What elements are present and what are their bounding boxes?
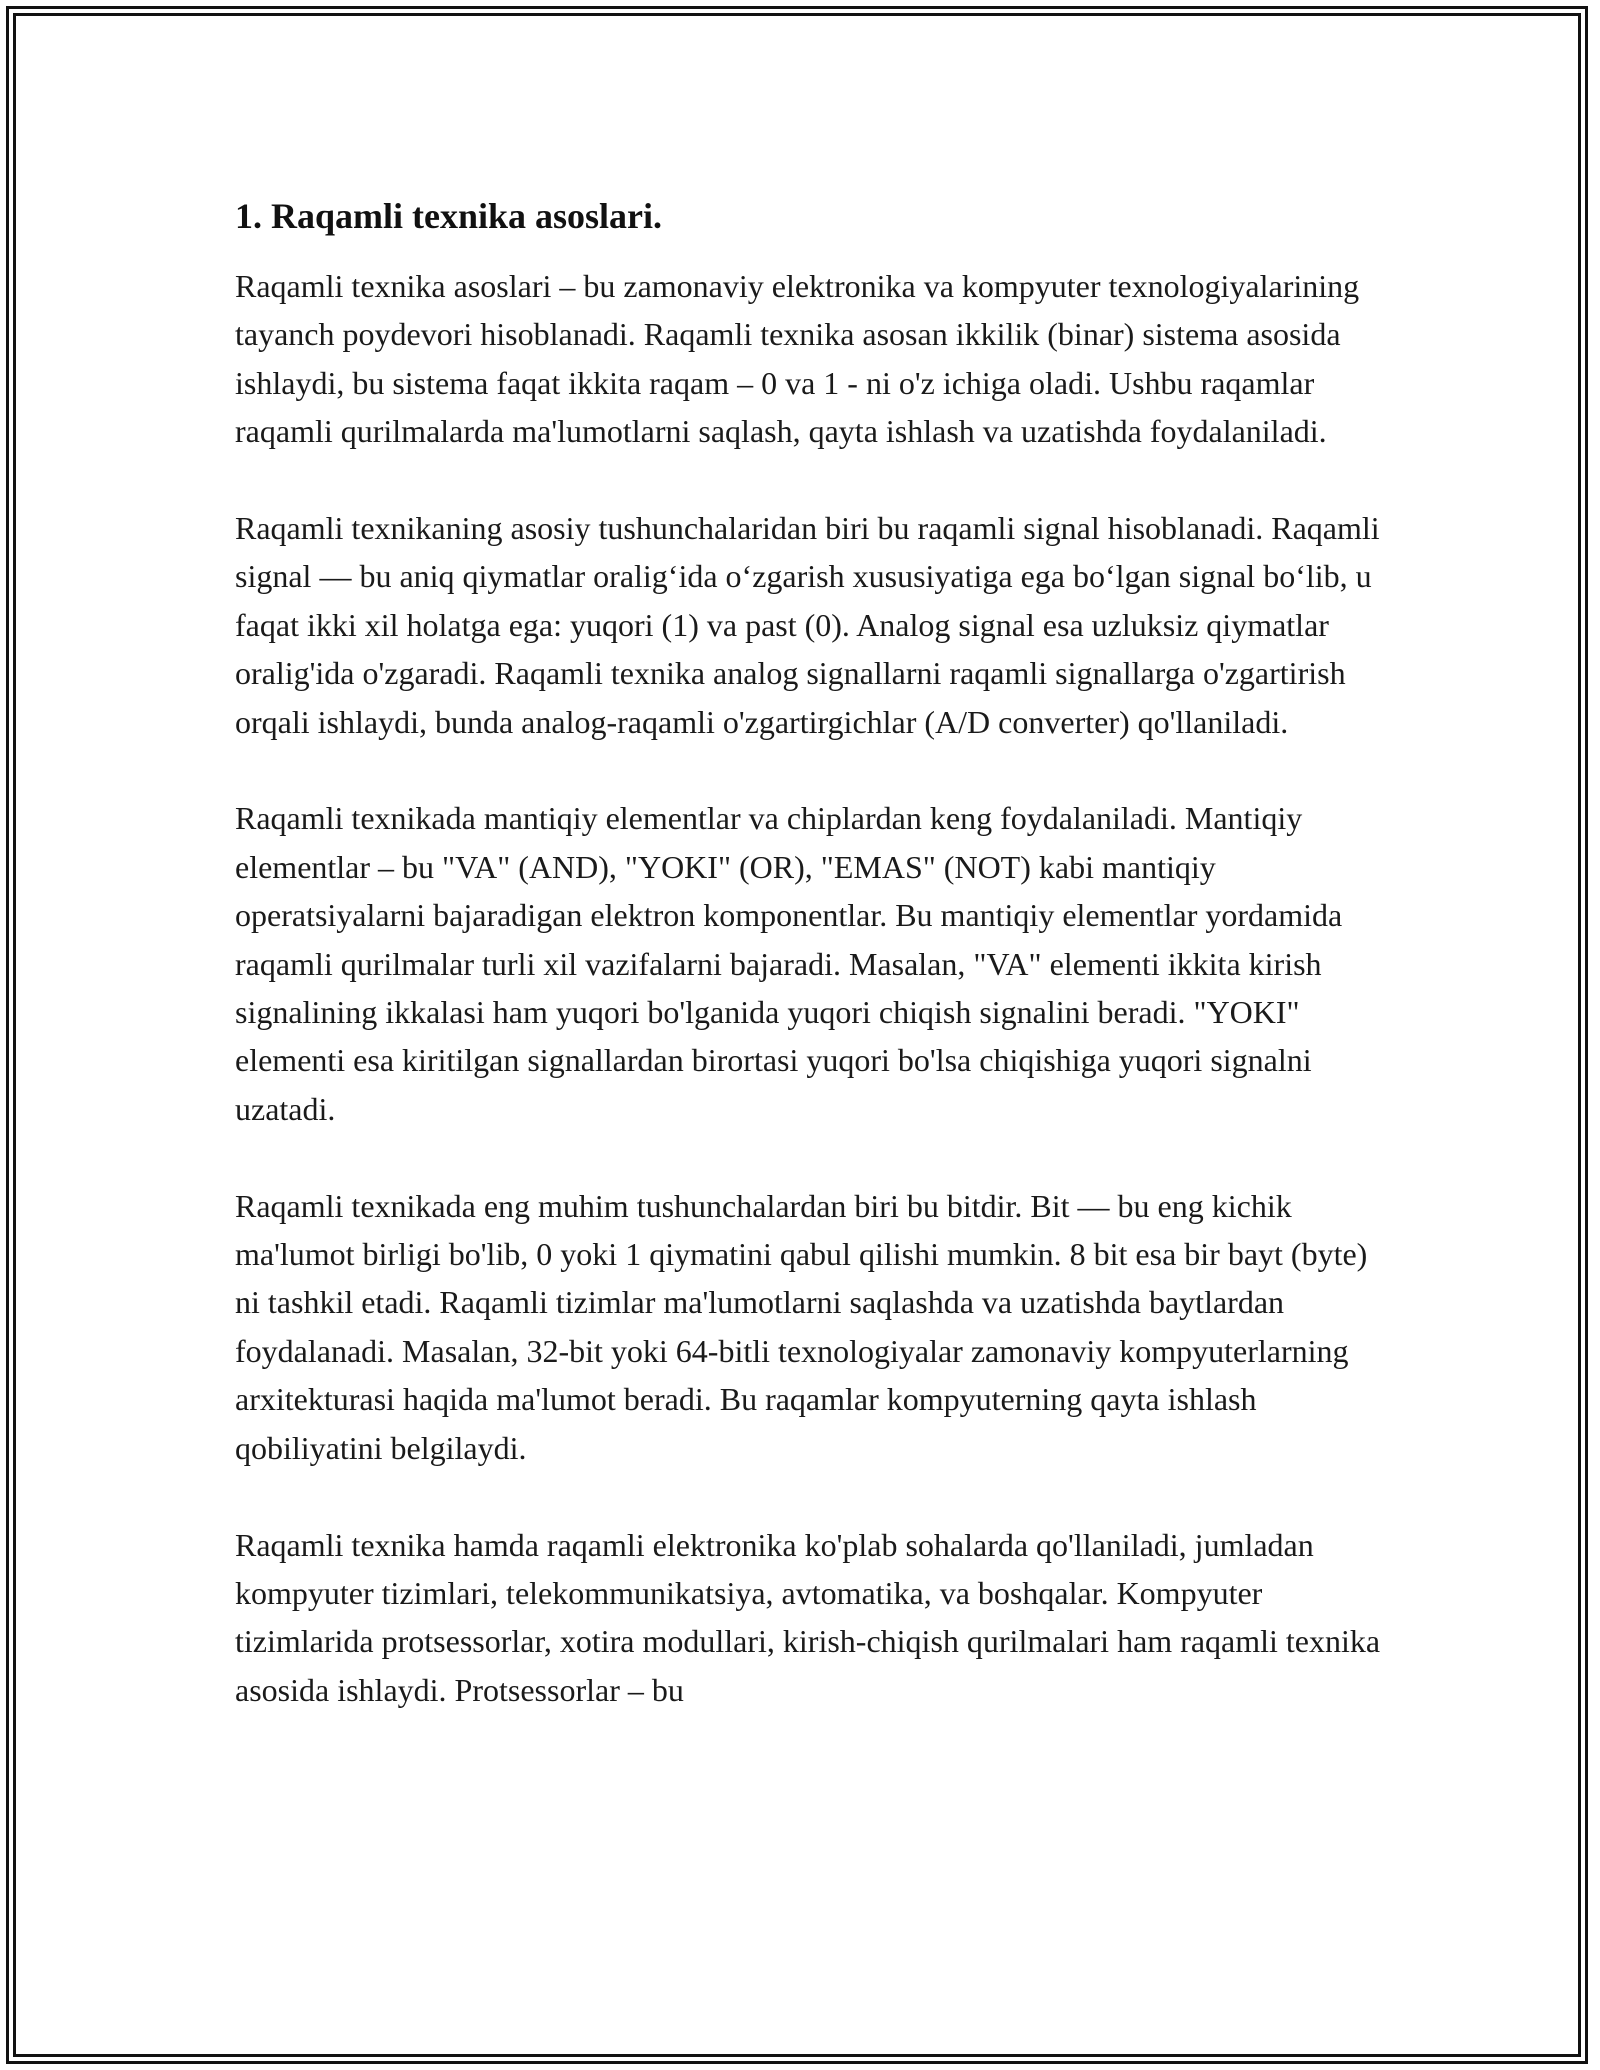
section-heading: 1. Raqamli texnika asoslari. [235, 196, 663, 236]
paragraph-5: Raqamli texnika hamda raqamli elektronika ko'plab sohalarda qo'llaniladi, jumladan kompyuter tizimlari, telekommunikatsiya, avtomatika, va boshqalar. Kompyuter tizimlarida protsessorlar, xotira modullari, kirish-chiqish qurilmalari ham raqamli texnika asosida ishlaydi. Protsessorlar – bu [235, 1526, 1381, 1708]
document-body [235, 190, 1385, 1763]
paragraph-4: Raqamli texnikada eng muhim tushunchalardan biri bu bitdir. Bit — bu eng kichik ma'lumot birligi bo'lib, 0 yoki 1 qiymatini qabul qilishi mumkin. 8 bit esa bir bayt (byte) ni tashkil etadi. Raqamli tizimlar ma'lumotlarni saqlashda va uzatishda baytlardan foydalanadi. Masalan, 32-bit yoki 64-bitli texnologiyalar zamonaviy kompyuterlarning arxitekturasi haqida ma'lumot beradi. Bu raqamlar kompyuterning qayta ishlash qobiliyatini belgilaydi. [235, 1187, 1368, 1466]
paragraph-2: Raqamli texnikaning asosiy tushunchalaridan biri bu raqamli signal hisoblanadi. Raqamli signal — bu aniq qiymatlar oralig‘ida o‘zgarish xususiyatiga ega bo‘lgan signal bo‘lib, u faqat ikki xil holatga ega: yuqori (1) va past (0). Analog signal esa uzluksiz qiymatlar oralig'ida o'zgaradi. Raqamli texnika analog signallarni raqamli signallarga o'zgartirish orqali ishlaydi, bunda analog-raqamli o'zgartirgichlar (A/D converter) qo'llaniladi. [235, 510, 1380, 740]
paragraph-3: Raqamli texnikada mantiqiy elementlar va chiplardan keng foydalaniladi. Mantiqiy elementlar – bu "VA" (AND), "YOKI" (OR), "EMAS" (NOT) kabi mantiqiy operatsiyalarni bajaradigan elektron komponentlar. Bu mantiqiy elementlar yordamida raqamli qurilmalar turli xil vazifalarni bajaradi. Masalan, "VA" elementi ikkita kirish signalining ikkalasi ham yuqori bo'lganida yuqori chiqish signalini beradi. "YOKI" elementi esa kiritilgan signallardan birortasi yuqori bo'lsa chiqishiga yuqori signalni uzatadi. [235, 800, 1343, 1127]
paragraph-1: Raqamli texnika asoslari – bu zamonaviy elektronika va kompyuter texnologiyalarining tayanch poydevori hisoblanadi. Raqamli texnika asosan ikkilik (binar) sistema asosida ishlaydi, bu sistema faqat ikkita raqam – 0 va 1 - ni o'z ichiga oladi. Ushbu raqamlar raqamli qurilmalarda ma'lumotlarni saqlash, qayta ishlash va uzatishda foydalaniladi. [235, 268, 1360, 450]
